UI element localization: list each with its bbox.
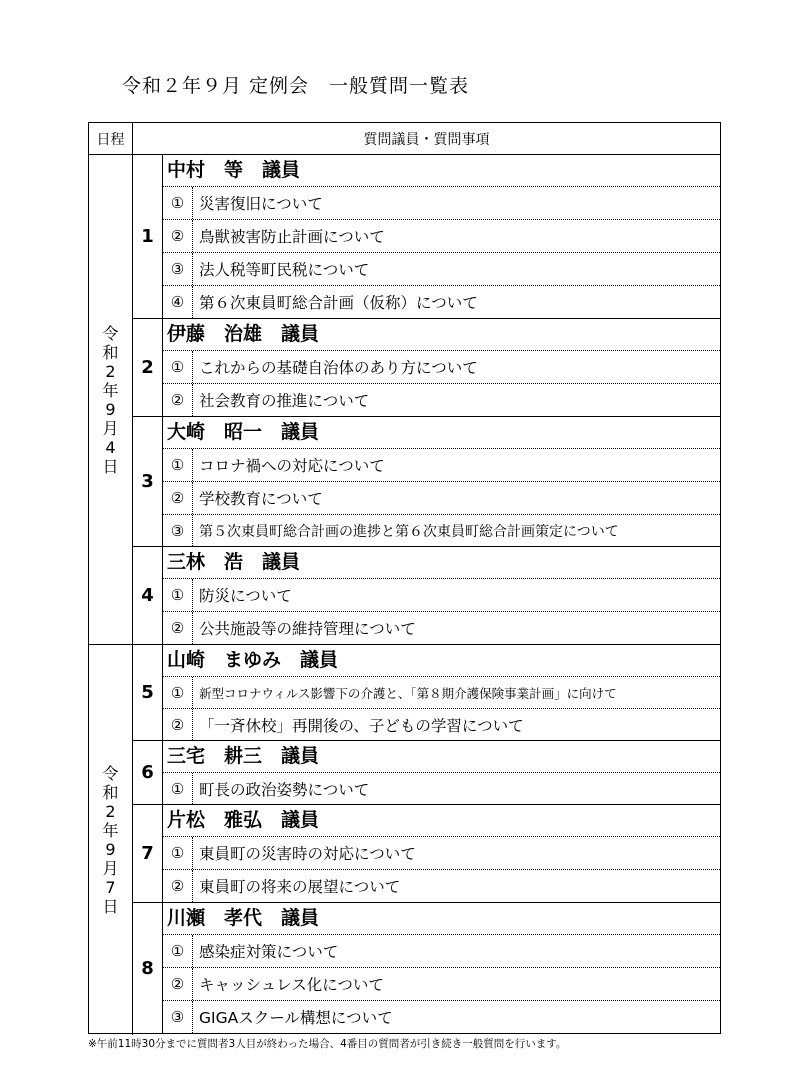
question-item: [163, 935, 720, 968]
question-item: [163, 1001, 720, 1033]
member-name: 伊藤 治雄 議員: [163, 319, 720, 351]
item-text: 鳥獣被害防止計画について: [199, 228, 385, 246]
member-name: 川瀬 孝代 議員: [163, 903, 720, 935]
item-mark: ①: [163, 351, 193, 383]
item-mark: ②: [163, 709, 193, 740]
item-text: コロナ禍への対応について: [199, 457, 385, 475]
item-mark: ②: [163, 220, 193, 252]
item-text: 東員町の将来の展望について: [199, 878, 401, 896]
item-mark: ②: [163, 870, 193, 902]
day-char: 9: [105, 399, 116, 419]
day-char: 月: [102, 859, 119, 878]
question-item: [163, 837, 720, 870]
day-char: 年: [102, 380, 119, 400]
day-char: 4: [105, 437, 116, 457]
member-number: 3: [133, 417, 163, 547]
member-number: 8: [133, 903, 163, 1033]
question-item: [163, 968, 720, 1001]
question-item: [163, 515, 720, 547]
member-number: 6: [133, 741, 163, 805]
member-number: 7: [133, 805, 163, 903]
question-item: [163, 449, 720, 482]
item-text: 「一斉休校」再開後の、子どもの学習について: [199, 716, 524, 735]
question-item: [163, 579, 720, 612]
day-char: 和: [102, 783, 119, 802]
item-text: 第６次東員町総合計画（仮称）について: [199, 294, 478, 312]
question-item: [163, 612, 720, 645]
question-item: [163, 870, 720, 903]
day-char: 令: [102, 764, 119, 783]
item-mark: ②: [163, 612, 193, 644]
question-item: [163, 253, 720, 286]
day-char: 2: [105, 361, 116, 381]
item-mark: ①: [163, 935, 193, 967]
item-mark: ①: [163, 187, 193, 219]
day-cell: [89, 645, 133, 1035]
item-mark: ②: [163, 384, 193, 416]
question-table: [88, 122, 721, 1034]
item-mark: ④: [163, 286, 193, 318]
member-number: 2: [133, 319, 163, 417]
day-char: 2: [105, 802, 116, 821]
item-text: 社会教育の推進について: [199, 392, 370, 410]
day-char: 7: [105, 878, 116, 897]
member-name: 大崎 昭一 議員: [163, 417, 720, 449]
item-text: 災害復旧について: [199, 195, 323, 213]
header-question: 質問議員・質問事項: [133, 123, 720, 155]
item-mark: ①: [163, 677, 193, 708]
question-item: [163, 286, 720, 319]
item-mark: ①: [163, 773, 193, 804]
day-char: 9: [105, 840, 116, 859]
day-char: 日: [102, 456, 119, 476]
member-number: 5: [133, 645, 163, 741]
question-item: [163, 773, 720, 805]
item-text: 第５次東員町総合計画の進捗と第６次東員町総合計画策定について: [199, 523, 619, 540]
item-mark: ①: [163, 579, 193, 611]
item-mark: ③: [163, 1001, 193, 1033]
item-mark: ②: [163, 968, 193, 1000]
page-title: 令和２年９月 定例会 一般質問一覧表: [122, 75, 470, 97]
question-item: [163, 384, 720, 417]
member-name: 三宅 耕三 議員: [163, 741, 720, 773]
member-number: 1: [133, 155, 163, 319]
question-item: [163, 709, 720, 741]
item-text: 町長の政治姿勢について: [199, 780, 370, 799]
item-text: キャッシュレス化について: [199, 976, 384, 994]
question-item: [163, 220, 720, 253]
item-mark: ②: [163, 482, 193, 514]
member-number: 4: [133, 547, 163, 645]
day-char: 日: [102, 897, 119, 916]
member-name: 三林 浩 議員: [163, 547, 720, 579]
item-text: 防災について: [199, 587, 292, 605]
item-mark: ③: [163, 515, 193, 546]
item-text: 新型コロナウィルス影響下の介護と、「第８期介護保険事業計画」に向けて: [199, 685, 617, 701]
day-char: 和: [102, 342, 119, 362]
item-mark: ③: [163, 253, 193, 285]
item-mark: ①: [163, 837, 193, 869]
member-name: 中村 等 議員: [163, 155, 720, 187]
header-date: 日程: [89, 123, 133, 155]
item-text: 公共施設等の維持管理について: [199, 620, 416, 638]
day-char: 年: [102, 821, 119, 840]
day-char: 月: [102, 418, 119, 438]
question-item: [163, 351, 720, 384]
day-cell: [89, 155, 133, 645]
item-text: これからの基礎自治体のあり方について: [199, 359, 478, 377]
item-text: 東員町の災害時の対応について: [199, 845, 416, 863]
footnote: ※午前11時30分までに質問者3人目が終わった場合、4番目の質問者が引き続き一般質問を行います。: [88, 1038, 567, 1050]
member-name: 山崎 まゆみ 議員: [163, 645, 720, 677]
item-text: GIGAスクール構想について: [199, 1009, 393, 1027]
question-item: [163, 677, 720, 709]
item-text: 感染症対策について: [199, 943, 339, 961]
question-item: [163, 187, 720, 220]
item-text: 法人税等町民税について: [199, 261, 370, 279]
member-name: 片松 雅弘 議員: [163, 805, 720, 837]
question-item: [163, 482, 720, 515]
item-mark: ①: [163, 449, 193, 481]
day-char: 令: [102, 323, 119, 343]
item-text: 学校教育について: [199, 490, 323, 508]
